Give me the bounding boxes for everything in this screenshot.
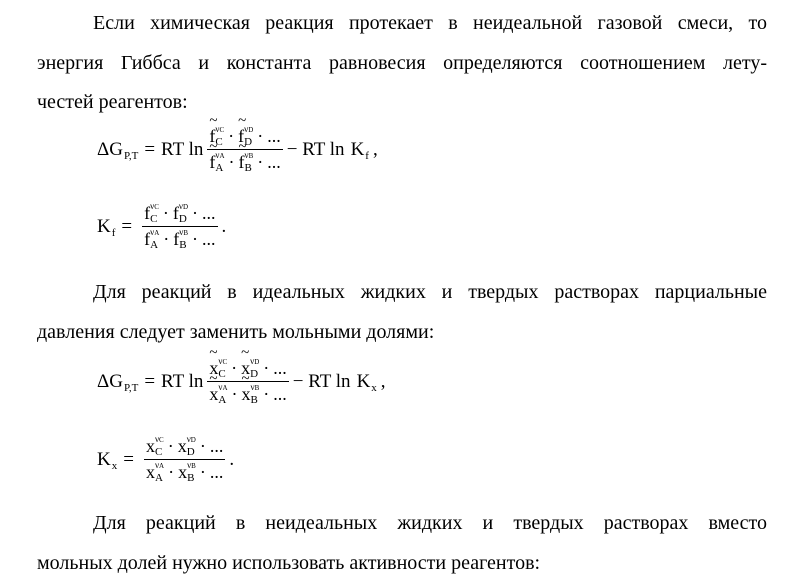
paragraph-2-line-2: давления следует заменить мольными долями:	[37, 320, 435, 343]
fraction: f νC C · f νD D · ... f νA A · f νB B · ...	[144, 201, 216, 251]
pt-subscript: P,T	[123, 149, 139, 162]
var-A: ~ f	[209, 152, 215, 173]
fraction: x νC C · x νD D · ... x νA A · x νB B · ...	[145, 434, 224, 484]
var-D: ~ f	[238, 126, 244, 147]
fraction: ~ f νC C · ~ f νD D · ... ~ f νA A · ~ f νB B · ...	[207, 126, 282, 173]
fraction: ~ x νC C · ~ x νD D · ... ~ x νA A · ~ x νB B · ...	[207, 358, 288, 405]
paragraph-1-line-2: энергия Гиббса и константа равновесия определяются соотношением лету-	[37, 51, 767, 74]
rt-ln: RT ln	[161, 138, 204, 160]
var-C: ~ f	[209, 126, 215, 147]
equals-sign: =	[144, 138, 156, 160]
paragraph-2-line-1: Для реакций в идеальных жидких и твердых растворах парциальные	[93, 281, 767, 303]
paragraph-1-line-3: честей реагентов:	[37, 91, 188, 113]
equation-gibbs-mole-fraction: ΔG P,T = RT ln ~ x νC C · ~ x νD D · ... ~ x νA A · ~ x νB B · ... − RT ln K x ,	[97, 358, 386, 405]
paragraph-1	[37, 4, 767, 123]
delta-g-symbol: ΔG	[97, 138, 123, 160]
paragraph-2	[37, 273, 767, 352]
minus-rt-ln: − RT ln	[286, 138, 345, 160]
equation-kx: K x = x νC C · x νD D · ... x νA A · x νB B · ... .	[97, 434, 235, 484]
equation-gibbs-fugacity: ΔG P,T = RT ln ~ f νC C · ~ f νD D · ... ~ f νA A · ~ f νB B · ... − RT ln K f ,	[97, 126, 378, 173]
paragraph-3-line-2: мольных долей нужно использовать активности реагентов:	[37, 551, 541, 574]
equation-kf: K f = f νC C · f νD D · ... f νA A · f νB B · ... .	[97, 201, 227, 251]
paragraph-1-line-1: Если химическая реакция протекает в неидеальной газовой смеси, то	[93, 12, 767, 34]
paragraph-3	[37, 504, 767, 583]
paragraph-3-line-1: Для реакций в неидеальных жидких и твердых растворах вместо	[93, 512, 767, 534]
var-B: ~ f	[239, 152, 245, 173]
